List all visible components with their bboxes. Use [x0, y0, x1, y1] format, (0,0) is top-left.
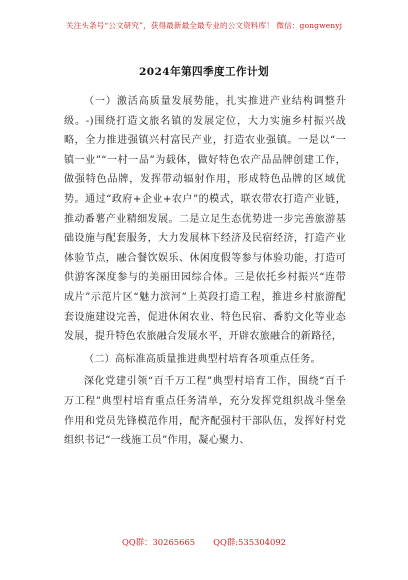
promo-banner: 关注头条号“公文研究”，获得最新最全最专业的公文资料库！ 微信：gongwenyj [65, 21, 343, 30]
footer-qq-group-2: QQ群:535304092 [213, 537, 286, 547]
paragraph-2: （二）高标准高质量推进典型村培育各项重点任务。 [84, 353, 321, 365]
paragraph-3: 深化党建引领“百千万工程”典型村培育工作，围绕“百千万工程”典型村培育重点任务清单，充分发挥党组织战斗堡垒作用和党员先锋模范作用，配齐配强村干部队伍，发挥好村党组织书记“一线施工员”作用，凝心聚力、 [64, 376, 346, 447]
paragraph-1: （一）激活高质量发展势能，扎实推进产业结构调整升级。-)围绕打造文旅名镇的发展定位，大力实施乡村振兴战略，全力推进强镇兴村富民产业，打造农业强镇。一是以“一镇一业”“一村一品”为载体，做好特色农产品品牌创建工作，做强特色品牌，发挥带动辐射作用，形成特色品牌的区域优势。通过“政府+企业+农户”的模式，联农带农打造产业链，推动番薯产业精细发展。二是立足生态优势进一步完善旅游基础设施与配套服务，大力发展林下经济及民宿经济，打造产业体验节点，融合餐饮娱乐、休闲度假等参与体验功能，打造可供游客深度参与的美丽田园综合体。三是依托乡村振兴“连带成片”示范片区“魅力滨河”上英段打造工程，推进乡村旅游配套设施建设完善，促进休闲农业、特色民宿、番豹文化等业态发展，提升特色农旅融合发展水平，开辟农旅融合的新路径， [64, 96, 346, 343]
footer-contact [0, 536, 408, 548]
footer-qq-group-1: QQ群：30265665 [122, 537, 196, 547]
document-title: 2024年第四季度工作计划 [138, 66, 270, 78]
document-body [64, 92, 346, 451]
